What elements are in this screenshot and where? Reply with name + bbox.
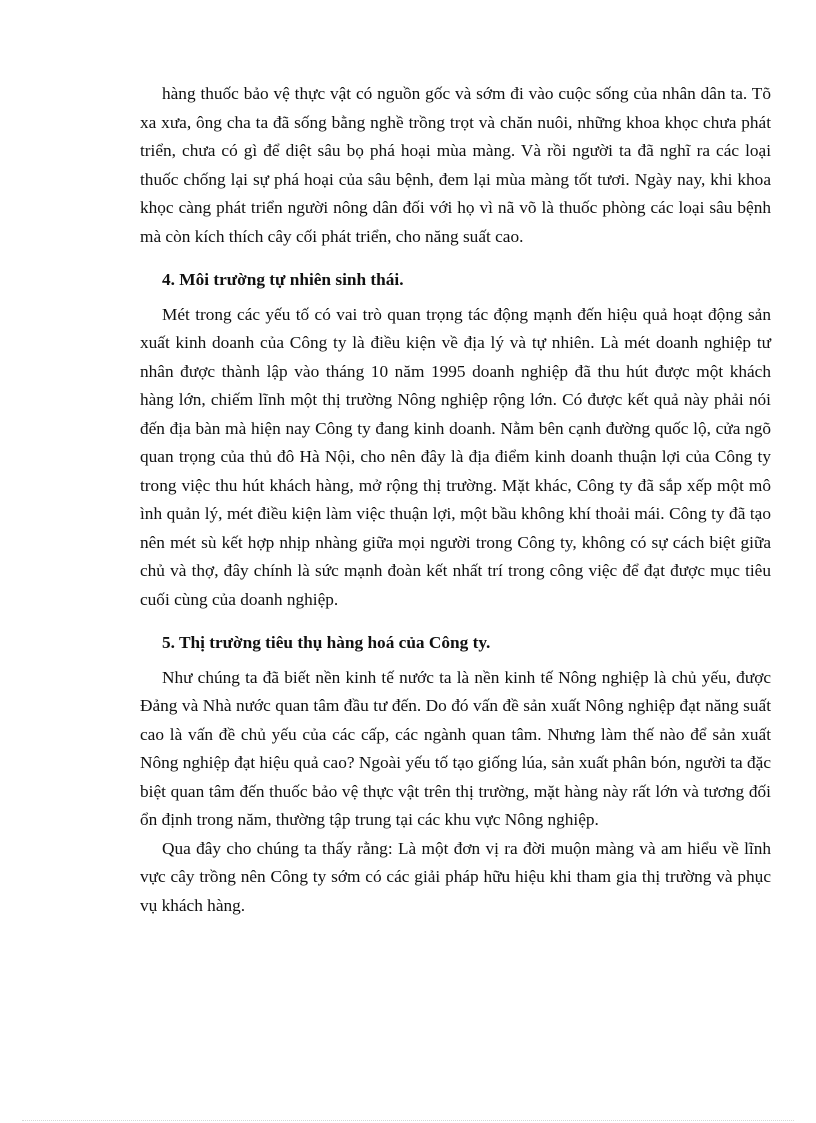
section-4-heading: 4. Môi trường tự nhiên sinh thái. bbox=[162, 270, 404, 289]
section-5-heading: 5. Thị trường tiêu thụ hàng hoá của Công ty. bbox=[162, 633, 491, 652]
section-5-paragraph-2: Qua đây cho chúng ta thấy rằng: Là một đơn vị ra đời muộn màng và am hiểu về lĩnh vực cây trồng nên Công ty sớm có các giải pháp hữu hiệu khi tham gia thị trường và phục vụ khách hàng. bbox=[140, 838, 771, 915]
section-4-paragraph: Mét trong các yếu tố có vai trò quan trọng tác động mạnh đến hiệu quả hoạt động sản xuất kinh doanh của Công ty là điều kiện về địa lý và tự nhiên. Là mét doanh nghiệp tư nhân được thành lập vào tháng 10 năm 1995 doanh nghiệp đã thu hút được một khách hàng lớn, chiếm lĩnh một thị trường Nông nghiệp rộng lớn. Có được kết quả này phải nói đến địa bàn mà hiện nay Công ty đang kinh doanh. Nằm bên cạnh đường quốc lộ, cửa ngõ quan trọng của thủ đô Hà Nội, cho nên đây là địa điểm kinh doanh thuận lợi của Công ty trong việc thu hút khách hàng, mở rộng thị trường. Mặt khác, Công ty đã sắp xếp một mô ình quản lý, mét điều kiện làm việc thuận lợi, một bầu không khí thoải mái. Công ty đã tạo nên mét sù kết hợp nhịp nhàng giữa mọi người trong Công ty, không có sự cách biệt giữa chủ và thợ, đây chính là sức mạnh đoàn kết nhất trí trong công việc để đạt được mục tiêu cuối cùng của doanh nghiệp. bbox=[140, 304, 771, 609]
document-body bbox=[140, 80, 771, 920]
intro-paragraph: hàng thuốc bảo vệ thực vật có nguồn gốc và sớm đi vào cuộc sống của nhân dân ta. Tõ xa xưa, ông cha ta đã sống bằng nghề trồng trọt và chăn nuôi, những khoa khọc chưa phát triển, chưa có gì để diệt sâu bọ phá hoại mùa màng. Và rồi người ta đã nghĩ ra các loại thuốc chống lại sự phá hoại của sâu bệnh, đem lại mùa màng tốt tươi. Ngày nay, khi khoa khọc càng phát triển người nông dân đối với họ vì nã võ là thuốc phòng các loại sâu bệnh mà còn kích thích cây cối phát triển, cho năng suất cao. bbox=[140, 84, 771, 246]
section-5-paragraph-1: Như chúng ta đã biết nền kinh tế nước ta là nền kinh tế Nông nghiệp là chủ yếu, được Đảng và Nhà nước quan tâm đầu tư đến. Do đó vấn đề sản xuất Nông nghiệp đạt năng suất cao là vấn đề chủ yếu của các cấp, các ngành quan tâm. Nhưng làm thế nào để sản xuất Nông nghiệp đạt hiệu quả cao? Ngoài yếu tố tạo giống lúa, sản xuất phân bón, người ta đặc biệt quan tâm đến thuốc bảo vệ thực vật trên thị trường, mặt hàng này rất lớn và tương đối ổn định trong năm, thường tập trung tại các khu vực Nông nghiệp. bbox=[140, 667, 771, 829]
page-bottom-divider bbox=[22, 1120, 794, 1121]
